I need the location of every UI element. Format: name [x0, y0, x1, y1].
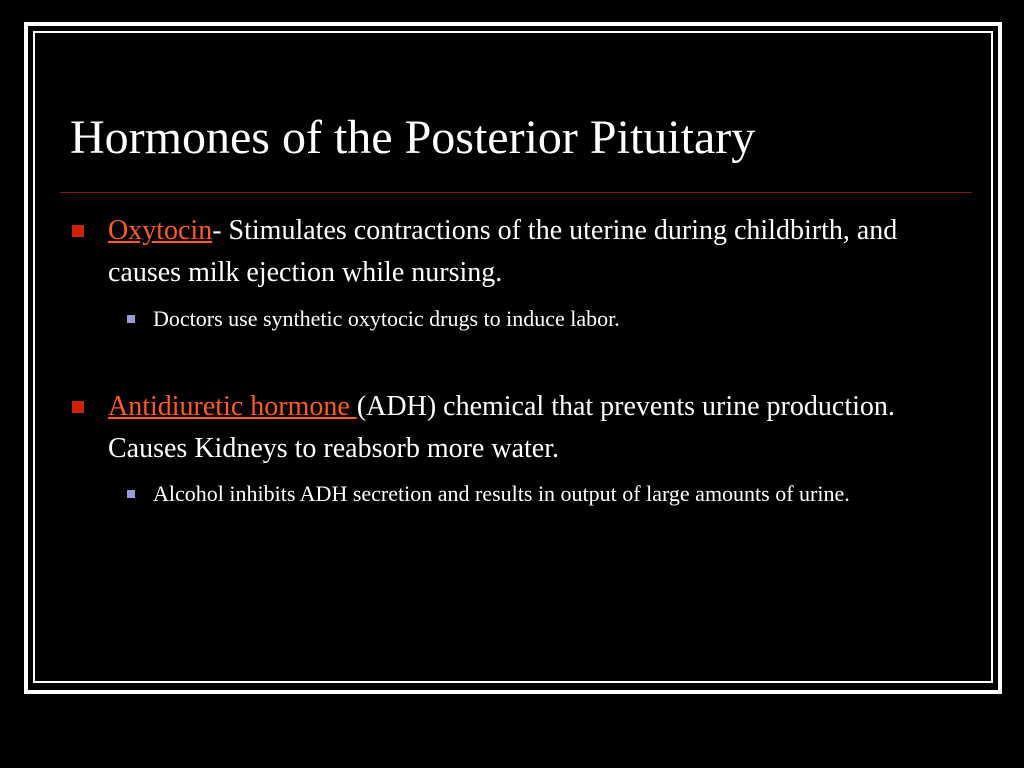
bullet-text: (ADH) chemical that prevents urine production. Causes Kidneys to reabsorb more water. [108, 391, 895, 464]
square-bullet-icon [127, 490, 135, 498]
sub-bullet-text: Doctors use synthetic oxytocic drugs to induce labor. [153, 306, 620, 331]
sub-bullet-adh [153, 477, 963, 511]
slide-title: Hormones of the Posterior Pituitary [70, 111, 756, 164]
sub-bullet-oxytocin [153, 302, 963, 336]
square-bullet-icon [72, 401, 84, 413]
antidiuretic-hormone-link[interactable]: Antidiuretic hormone [108, 391, 357, 422]
square-bullet-icon [127, 315, 135, 323]
square-bullet-icon [72, 225, 84, 237]
bullet-oxytocin [108, 210, 958, 294]
sub-bullet-text: Alcohol inhibits ADH secretion and results in output of large amounts of urine. [153, 481, 850, 506]
title-divider [60, 192, 972, 193]
bullet-adh [108, 386, 958, 470]
oxytocin-link[interactable]: Oxytocin [108, 215, 213, 246]
bullet-text: - Stimulates contractions of the uterine during childbirth, and causes milk ejection while nursing. [108, 215, 898, 288]
